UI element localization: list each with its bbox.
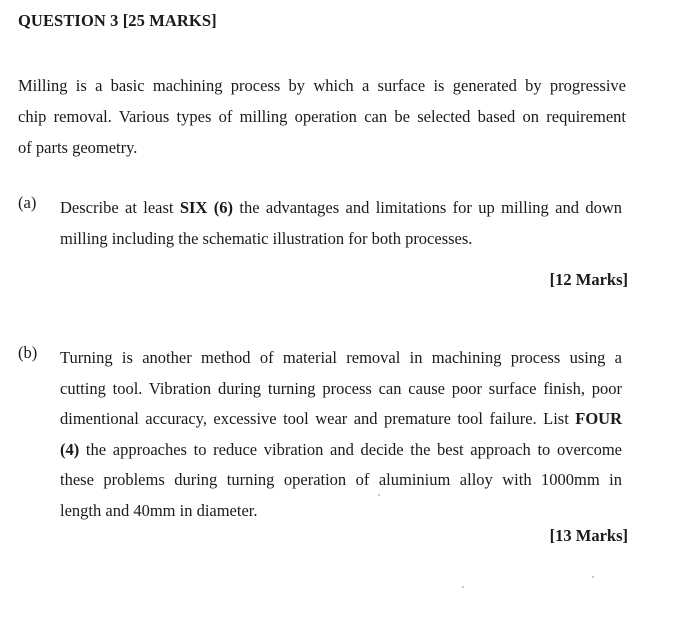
scan-speck: [592, 576, 594, 578]
part-a-line: milling including the schematic illustration for both processes.: [60, 228, 473, 248]
part-a-line: Describe at least SIX (6) the advantages and limitations for up milling and down: [60, 198, 623, 217]
question-heading: QUESTION 3 [25 MARKS]: [18, 11, 217, 30]
part-b-line: these problems during turning operation of aluminium alloy with 1000mm in: [60, 470, 622, 489]
part-a-text: [60, 193, 622, 254]
part-b-line: dimentional accuracy, excessive tool wear and premature tool failure. List FOUR: [60, 409, 622, 428]
scan-speck: [462, 586, 464, 588]
emphasis: FOUR: [575, 409, 622, 428]
intro-line: of parts geometry.: [18, 138, 138, 157]
part-a-marks: [12 Marks]: [549, 270, 628, 289]
intro-line: chip removal. Various types of milling operation can be selected based on requirement: [18, 107, 626, 126]
part-a: [18, 193, 628, 293]
intro-paragraph: [18, 70, 626, 163]
part-b: [18, 343, 628, 553]
part-b-line: Turning is another method of material removal in machining process using a: [60, 348, 622, 367]
scan-speck: [378, 494, 380, 496]
part-a-label: (a): [18, 193, 37, 212]
part-b-line: (4) the approaches to reduce vibration and decide the best approach to overcome: [60, 439, 622, 459]
emphasis: (4): [60, 439, 80, 459]
part-b-text: [60, 343, 622, 526]
intro-line: Milling is a basic machining process by which a surface is generated by progressive: [18, 76, 626, 95]
part-b-line: cutting tool. Vibration during turning process can cause poor surface finish, poor: [60, 378, 622, 398]
part-b-label: (b): [18, 343, 38, 362]
part-b-line: length and 40mm in diameter.: [60, 500, 258, 520]
emphasis: SIX (6): [179, 198, 233, 217]
part-b-marks: [13 Marks]: [549, 526, 628, 545]
